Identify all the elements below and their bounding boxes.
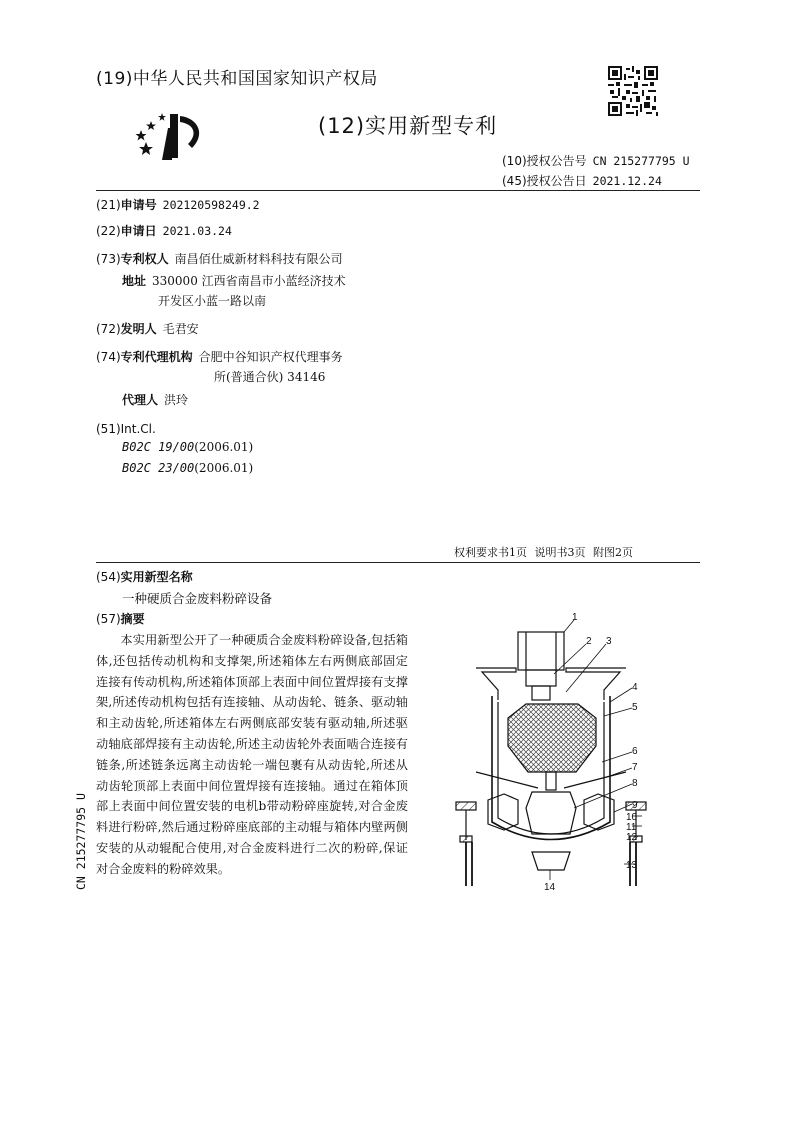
field-label: 专利代理机构 [120,350,193,364]
patentee [96,250,343,268]
inventor [96,320,199,338]
field-code: (57) [96,612,121,626]
patent-type: (12)实用新型专利 [318,114,498,138]
ipc-class: B02C 23/00 [122,461,195,475]
label-11: 11 [626,822,637,833]
field-code: (74) [96,350,121,364]
publication-number-label: (10)授权公告号 [502,154,587,168]
label-4: 4 [632,682,638,693]
field-label: 发明人 [120,322,157,336]
label-5: 5 [632,702,638,713]
abstract-heading [96,610,145,627]
motor [518,632,564,670]
field-label: 代理人 [122,393,159,407]
agent [122,391,188,409]
label-6: 6 [632,746,638,757]
ipc-entry [122,440,253,454]
label-14: 14 [544,882,556,893]
address-line-1: 330000 江西省南昌市小蓝经济技术 [152,274,346,288]
field-code: (51) [96,422,121,436]
label-2: 2 [586,636,592,647]
abstract-figure [446,612,656,894]
field-code: (72) [96,322,121,336]
machine-drawing [456,620,646,886]
pages-divider [96,562,700,563]
utility-model-title-heading [96,568,193,585]
field-code: (21) [96,198,121,212]
page-counts: 权利要求书1页 说明书3页 附图2页 [454,546,633,559]
ipc-entry [122,461,253,475]
field-code: (22) [96,224,121,238]
label-10: 10 [626,812,638,823]
publication-number [502,152,690,169]
field-value: 毛君安 [162,322,199,336]
field-label: Int.Cl. [120,422,156,436]
office-name: (19)中华人民共和国国家知识产权局 [96,69,378,89]
field-label: 实用新型名称 [120,570,193,584]
application-date [96,222,232,240]
field-label: 地址 [122,274,147,288]
label-7: 7 [632,762,638,773]
application-number [96,196,260,214]
address [122,272,346,290]
side-publication-number: CN 215277795 U [74,793,88,890]
label-9: 9 [632,800,638,811]
utility-model-title: 一种硬质合金废料粉碎设备 [122,591,273,606]
qr-code [608,66,658,116]
publication-date-value: 2021.12.24 [592,174,662,188]
cnipa-logo [132,108,210,164]
field-value: 南昌佰仕威新材料科技有限公司 [174,252,343,266]
publication-date-label: (45)授权公告日 [502,174,587,188]
label-3: 3 [606,636,612,647]
field-value: 202120598249.2 [162,198,260,212]
agency-line-2: 所(普通合伙) 34146 [214,370,326,384]
ipc-class: B02C 19/00 [122,440,195,454]
patent-agency [96,348,343,366]
publication-number-value: CN 215277795 U [592,154,690,168]
ipc-version: (2006.01) [194,440,254,454]
field-label: 专利权人 [120,252,169,266]
int-class [96,420,156,438]
field-code: (54) [96,570,121,584]
label-8: 8 [632,778,638,789]
label-12: 12 [626,832,638,843]
field-value: 洪玲 [164,393,189,407]
field-value: 2021.03.24 [162,224,232,238]
field-label: 申请号 [120,198,157,212]
field-code: (73) [96,252,121,266]
field-label: 摘要 [120,612,145,626]
publication-date [502,172,662,189]
label-1: 1 [572,612,578,623]
abstract-text: 本实用新型公开了一种硬质合金废料粉碎设备,包括箱体,还包括传动机构和支撑架,所述箱体左右两侧底部固定连接有传动机构,所述箱体顶部上表面中间位置焊接有支撑架,所述传动机构包括有连接轴、从动齿轮、链条、驱动轴和主动齿轮,所述箱体左右两侧底部安装有驱动轴,所述驱动轴底部焊接有主动齿轮,所述主动齿轮外表面啮合连接有链条,所述链条远离主动齿轮一端包裹有从动齿轮,所述从动齿轮顶部上表面中间位置焊接有连接轴。通过在箱体顶部上表面中间位置安装的电机b带动粉碎座旋转,对合金废料进行粉碎,然后通过粉碎座底部的主动辊与箱体内壁两侧安装的从动辊配合使用,对合金废料进行二次的粉碎,保证对合金废料的粉碎效果。 [96,633,408,876]
label-13: 13 [626,860,638,871]
agency-line-1: 合肥中谷知识产权代理事务 [198,350,343,364]
address-line-2: 开发区小蓝一路以南 [158,294,267,308]
field-label: 申请日 [120,224,157,238]
header-divider [96,190,700,191]
ipc-version: (2006.01) [194,461,254,475]
